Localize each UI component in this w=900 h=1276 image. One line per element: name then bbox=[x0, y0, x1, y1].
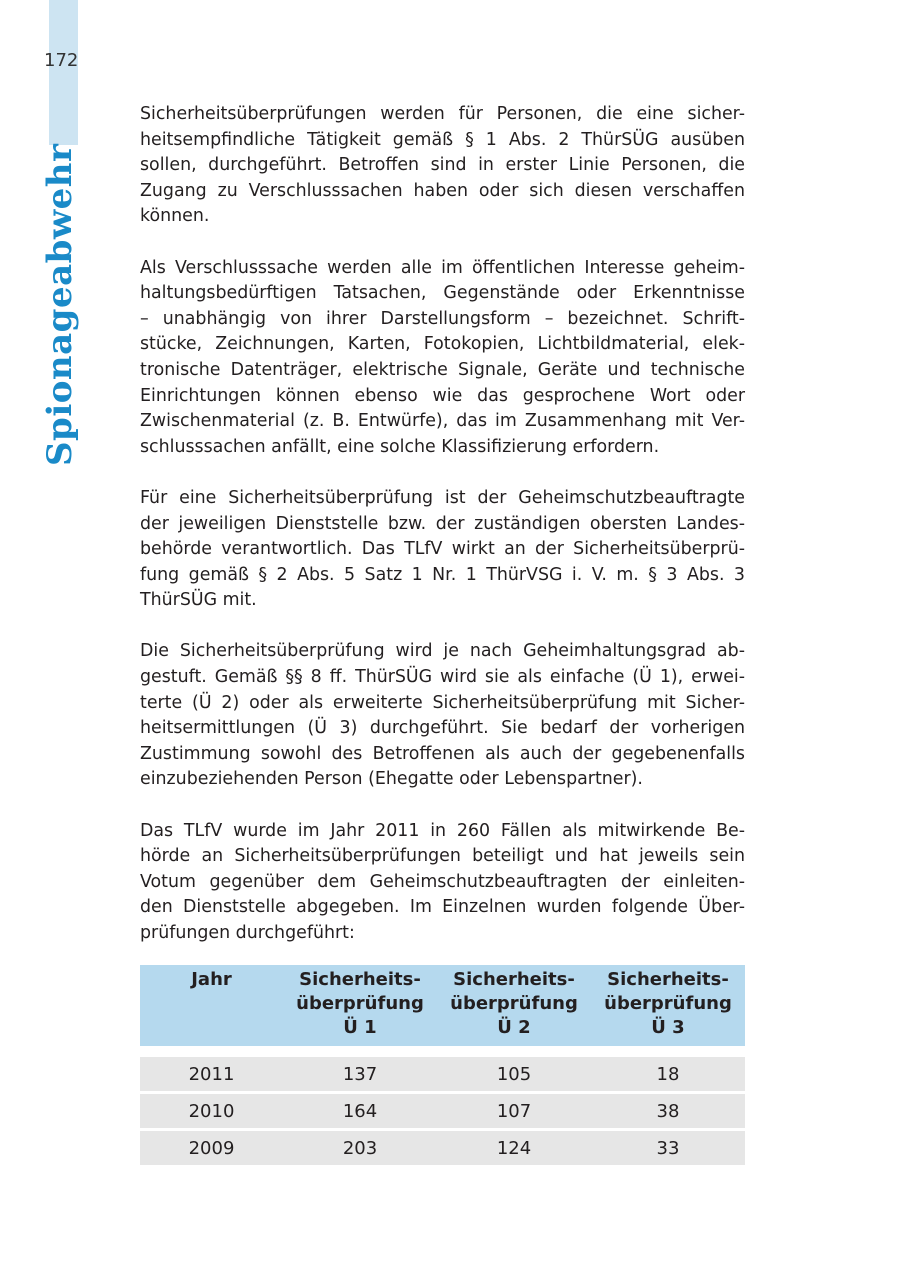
column-header-line: Ü 2 bbox=[497, 1017, 531, 1038]
text-line: können. bbox=[140, 206, 210, 227]
paragraph bbox=[140, 819, 745, 947]
text-line: terte (Ü 2) oder als erweiterte Sicherheitsüberprüfung mit Sicher- bbox=[140, 692, 745, 713]
table-cell: 164 bbox=[283, 1094, 437, 1128]
text-line: Das TLfV wurde im Jahr 2011 in 260 Fällen als mitwirkende Be- bbox=[140, 820, 745, 841]
table-cell: 18 bbox=[591, 1057, 745, 1091]
column-header bbox=[283, 965, 437, 1046]
text-line: Die Sicherheitsüberprüfung wird je nach Geheimhaltungsgrad ab- bbox=[140, 641, 745, 662]
table-cell: 124 bbox=[437, 1131, 591, 1165]
text-line: prüfungen durchgeführt: bbox=[140, 923, 355, 943]
text-line: – unabhängig von ihrer Darstellungsform – bezeichnet. Schrift- bbox=[140, 308, 745, 329]
text-line: heitsermittlungen (Ü 3) durchgeführt. Sie bedarf der vorherigen bbox=[140, 718, 745, 739]
table-row bbox=[140, 1131, 745, 1165]
table-cell: 38 bbox=[591, 1094, 745, 1128]
text-line: hörde an Sicherheitsüberprüfungen beteiligt und hat jeweils sein bbox=[140, 846, 745, 867]
column-header bbox=[437, 965, 591, 1046]
table-row bbox=[140, 1094, 745, 1128]
paragraph bbox=[140, 486, 745, 614]
page-margin-bar bbox=[49, 0, 78, 145]
table-cell: 2010 bbox=[140, 1094, 283, 1128]
column-header-line: überprüfung bbox=[296, 993, 424, 1014]
column-header-line: Sicherheits- bbox=[299, 969, 421, 990]
section-title: Spionageabwehr bbox=[40, 143, 80, 466]
table-cell: 2009 bbox=[140, 1131, 283, 1165]
body-text bbox=[140, 102, 745, 972]
text-line: Zwischenmaterial (z. B. Entwürfe), das im Zusammenhang mit Ver- bbox=[140, 411, 745, 432]
paragraph bbox=[140, 102, 745, 230]
column-header-line: Ü 3 bbox=[651, 1017, 685, 1038]
table-cell: 137 bbox=[283, 1057, 437, 1091]
text-line: sollen, durchgeführt. Betroffen sind in erster Linie Personen, die bbox=[140, 155, 745, 176]
text-line: tronische Datenträger, elektrische Signale, Geräte und technische bbox=[140, 359, 745, 380]
table-cell: 33 bbox=[591, 1131, 745, 1165]
column-header bbox=[140, 965, 283, 1046]
text-line: Zugang zu Verschlusssachen haben oder sich diesen verschaffen bbox=[140, 180, 745, 201]
text-line: Zustimmung sowohl des Betroffenen als auch der gegebenenfalls bbox=[140, 743, 745, 764]
text-line: fung gemäß § 2 Abs. 5 Satz 1 Nr. 1 ThürVSG i. V. m. § 3 Abs. 3 bbox=[140, 564, 745, 585]
text-line: einzubeziehenden Person (Ehegatte oder Lebenspartner). bbox=[140, 769, 643, 790]
paragraph bbox=[140, 639, 745, 793]
text-line: der jeweiligen Dienststelle bzw. der zuständigen obersten Landes- bbox=[140, 513, 745, 534]
text-line: den Dienststelle abgegeben. Im Einzelnen wurden folgende Über- bbox=[140, 897, 745, 918]
column-header bbox=[591, 965, 745, 1046]
text-line: Einrichtungen können ebenso wie das gesprochene Wort oder bbox=[140, 385, 745, 406]
table-cell: 2011 bbox=[140, 1057, 283, 1091]
text-line: stücke, Zeichnungen, Karten, Fotokopien, Lichtbildmaterial, elek- bbox=[140, 334, 745, 355]
column-header-line: Jahr bbox=[191, 969, 232, 990]
table-cell: 105 bbox=[437, 1057, 591, 1091]
text-line: gestuft. Gemäß §§ 8 ff. ThürSÜG wird sie als einfache (Ü 1), erwei- bbox=[140, 667, 745, 688]
text-line: Als Verschlusssache werden alle im öffentlichen Interesse geheim- bbox=[140, 257, 745, 278]
text-line: haltungsbedürftigen Tatsachen, Gegenstände oder Erkenntnisse bbox=[140, 283, 745, 304]
text-line: heitsempfindliche Tätigkeit gemäß § 1 Abs. 2 ThürSÜG ausüben bbox=[140, 129, 745, 150]
text-line: behörde verantwortlich. Das TLfV wirkt an der Sicherheitsüberprü- bbox=[140, 539, 745, 560]
text-line: Sicherheitsüberprüfungen werden für Personen, die eine sicher- bbox=[140, 104, 745, 124]
statistics-table bbox=[140, 962, 745, 1168]
table-cell: 203 bbox=[283, 1131, 437, 1165]
text-line: schlusssachen anfällt, eine solche Klassifizierung erfordern. bbox=[140, 436, 660, 457]
column-header-line: überprüfung bbox=[450, 993, 578, 1014]
column-header-line: überprüfung bbox=[604, 993, 732, 1014]
text-line: ThürSÜG mit. bbox=[140, 590, 257, 611]
column-header-line: Sicherheits- bbox=[453, 969, 575, 990]
column-header-line: Ü 1 bbox=[343, 1017, 377, 1038]
text-line: Für eine Sicherheitsüberprüfung ist der Geheimschutzbeauftragte bbox=[140, 487, 745, 508]
page-number: 172 bbox=[44, 50, 79, 71]
table-row bbox=[140, 1057, 745, 1091]
text-line: Votum gegenüber dem Geheimschutzbeauftragten der einleiten- bbox=[140, 871, 745, 892]
table-cell: 107 bbox=[437, 1094, 591, 1128]
column-header-line: Sicherheits- bbox=[607, 969, 729, 990]
paragraph bbox=[140, 256, 745, 461]
